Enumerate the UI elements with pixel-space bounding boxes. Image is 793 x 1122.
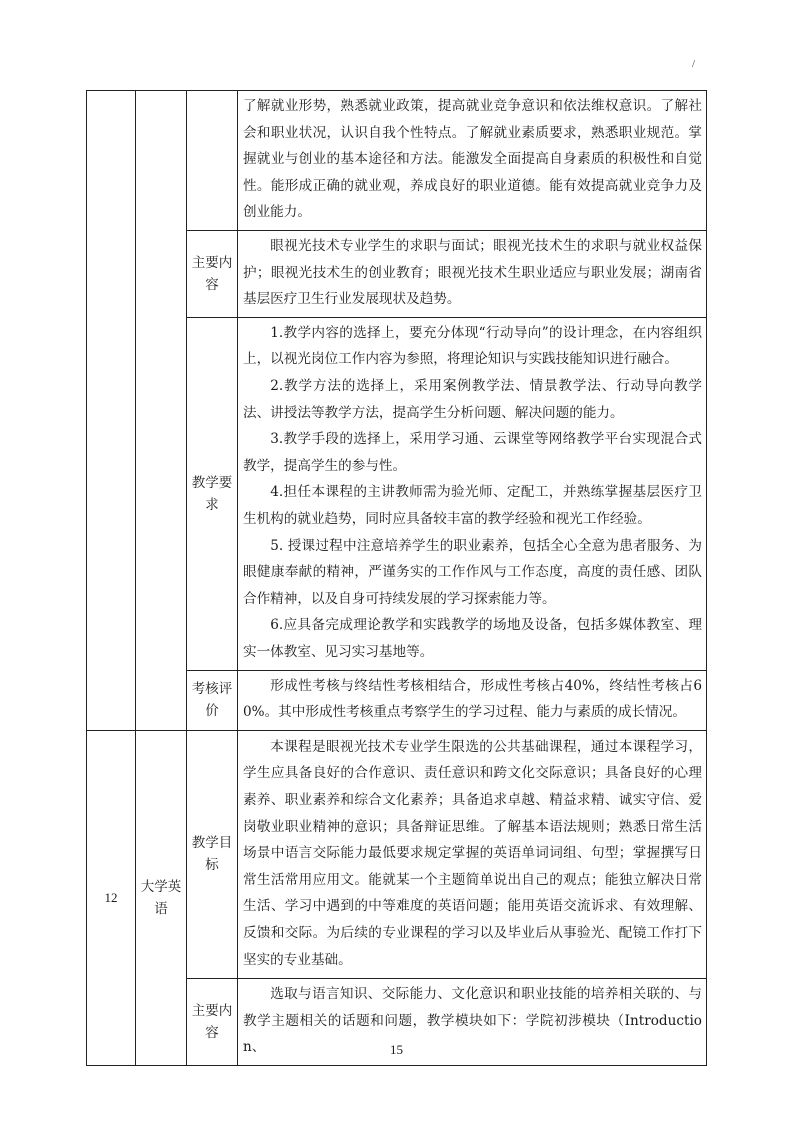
content-cell bbox=[238, 91, 707, 231]
content-cell bbox=[238, 730, 707, 978]
category-cell: 教学目标 bbox=[187, 730, 238, 978]
category-cell: 教学要求 bbox=[187, 317, 238, 670]
row-number-cell bbox=[87, 91, 136, 731]
content-paragraph: 选取与语言知识、交际能力、文化意识和职业技能的培养相关联的、与教学主题相关的话题和问题，教学模块如下：学院初涉模块（Introduction、 bbox=[243, 985, 702, 1056]
content-paragraph: 了解就业形势，熟悉就业政策，提高就业竞争意识和依法维权意识。了解社会和职业状况，认识自我个性特点。了解就业素质要求，熟悉职业规范。掌握就业与创业的基本途径和方法。能激发全面提高自身素质的积极性和自觉性。能形成正确的就业观，养成良好的职业道德。能有效提高就业竞争力及创业能力。 bbox=[243, 98, 702, 221]
content-paragraph: 本课程是眼视光技术专业学生限选的公共基础课程，通过本课程学习，学生应具备良好的合作意识、责任意识和跨文化交际意识；具备良好的心理素养、职业素养和综合文化素养；具备追求卓越、精益求精、诚实守信、爱岗敬业职业精神的意识；具备辩证思维。了解基本语法规则；熟悉日常生活场景中语言交际能力最低要求规定掌握的英语单词词组、句型；掌握撰写日常生活常用应用文。能就某一个主题简单说出自己的观点；能独立解决日常生活、学习中遇到的中等难度的英语问题；能用英语交流诉求、有效理解、反馈和交际。为后续的专业课程的学习以及毕业后从事验光、配镜工作打下坚实的专业基础。 bbox=[243, 738, 702, 968]
content-paragraph: 2.教学方法的选择上，采用案例教学法、情景教学法、行动导向教学法、讲授法等教学方法，提高学生分析问题、解决问题的能力。 bbox=[243, 378, 702, 421]
course-name-cell: 大学英语 bbox=[136, 730, 187, 1065]
category-cell: 主要内容 bbox=[187, 230, 238, 317]
table-row bbox=[87, 730, 707, 978]
course-name-cell bbox=[136, 91, 187, 731]
category-cell bbox=[187, 91, 238, 231]
content-cell bbox=[238, 317, 707, 670]
category-cell: 考核评价 bbox=[187, 670, 238, 730]
course-table bbox=[86, 90, 707, 1066]
row-number-cell: 12 bbox=[87, 730, 136, 1065]
content-paragraph: 5. 授课过程中注意培养学生的职业素养，包括全心全意为患者服务、为眼健康奉献的精神，严谨务实的工作作风与工作态度，高度的责任感、团队合作精神，以及自身可持续发展的学习探索能力等。 bbox=[243, 537, 702, 607]
content-cell bbox=[238, 230, 707, 317]
page-number: 15 bbox=[390, 1042, 403, 1057]
table-row bbox=[87, 91, 707, 231]
content-paragraph: 3.教学手段的选择上，采用学习通、云课堂等网络教学平台实现混合式教学，提高学生的参与性。 bbox=[243, 431, 702, 474]
content-paragraph: 形成性考核与终结性考核相结合，形成性考核占40%，终结性考核占60%。其中形成性考核重点考察学生的学习过程、能力与素质的成长情况。 bbox=[243, 677, 702, 721]
content-paragraph: 1.教学内容的选择上，要充分体现“行动导向”的设计理念，在内容组织上，以视光岗位工作内容为参照，将理论知识与实践技能知识进行融合。 bbox=[243, 324, 702, 368]
header-mark: / bbox=[692, 58, 696, 70]
content-paragraph: 6.应具备完成理论教学和实践教学的场地及设备，包括多媒体教室、理实一体教室、见习实习基地等。 bbox=[243, 617, 702, 661]
content-paragraph: 眼视光技术专业学生的求职与面试；眼视光技术生的求职与就业权益保护；眼视光技术生的创业教育；眼视光技术生职业适应与职业发展；湖南省基层医疗卫生行业发展现状及趋势。 bbox=[243, 237, 702, 308]
content-cell bbox=[238, 670, 707, 730]
category-cell: 主要内容 bbox=[187, 978, 238, 1065]
content-paragraph: 4.担任本课程的主讲教师需为验光师、定配工，并熟练掌握基层医疗卫生机构的就业趋势，同时应具备较丰富的教学经验和视光工作经验。 bbox=[243, 484, 702, 528]
